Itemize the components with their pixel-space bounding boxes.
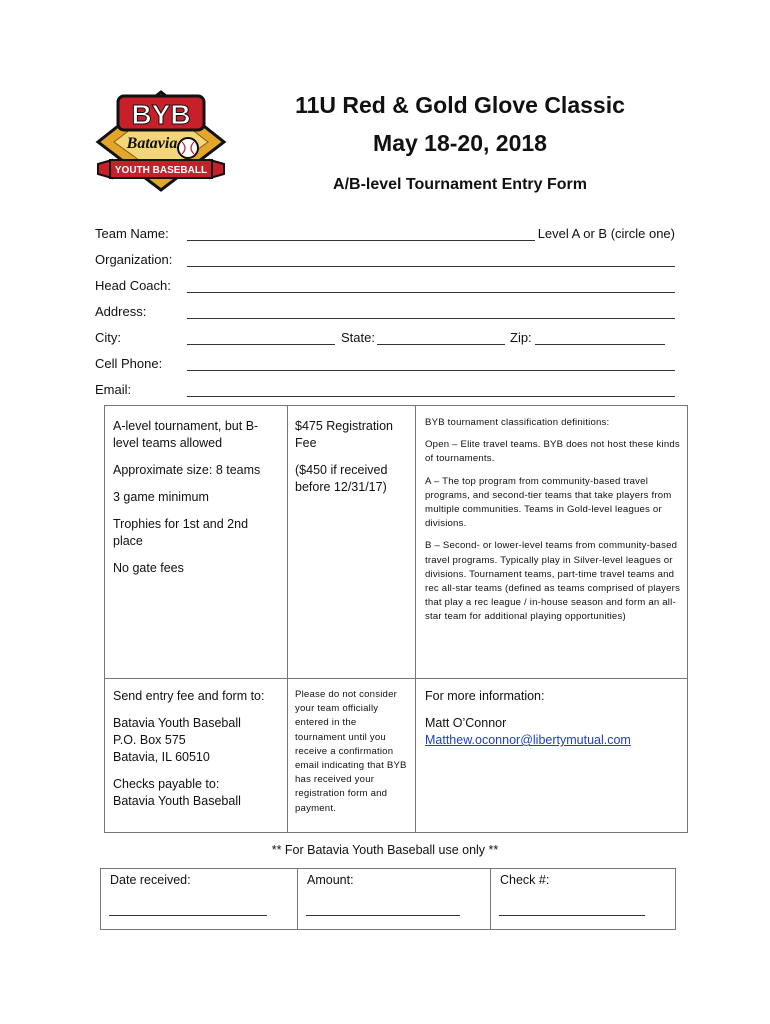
baseball-diamond-logo-icon — [92, 86, 230, 194]
form-subtitle: A/B-level Tournament Entry Form — [333, 176, 587, 193]
column-divider — [415, 406, 416, 832]
detail-gate: No gate fees — [113, 561, 184, 575]
column-divider — [287, 406, 288, 832]
notice-text: Please do not consider your team officially entered in the tournament until you receive a confirmation email indicating that BYB has received your registration form and payment. — [295, 689, 407, 814]
state-field[interactable] — [377, 330, 505, 345]
address-row — [95, 300, 675, 326]
organization-field[interactable] — [187, 252, 675, 267]
cell-phone-field[interactable] — [187, 356, 675, 371]
team-name-row — [95, 222, 675, 248]
contact-info — [425, 688, 681, 749]
registration-fee — [295, 418, 407, 506]
detail-size: Approximate size: 8 teams — [113, 463, 261, 477]
cell-phone-row — [95, 352, 675, 378]
zip-field[interactable] — [535, 330, 665, 345]
amount-cell — [298, 869, 491, 929]
byb-logo — [92, 86, 230, 194]
detail-trophies: Trophies for 1st and 2nd place — [113, 517, 249, 548]
address-field[interactable] — [187, 304, 675, 319]
definitions-heading: BYB tournament classification definitions: — [425, 417, 610, 428]
entry-fields — [95, 222, 675, 404]
date-received-field[interactable] — [109, 915, 267, 916]
zip-label: Zip: — [510, 330, 532, 345]
fee-early: ($450 if received before 12/31/17) — [295, 463, 388, 494]
send-heading: Send entry fee and form to: — [113, 689, 265, 703]
state-label: State: — [341, 330, 375, 345]
contact-email-link[interactable]: Matthew.oconnor@libertymutual.com — [425, 733, 631, 747]
tournament-info-table — [104, 405, 688, 833]
team-name-field[interactable] — [187, 226, 535, 241]
team-name-label: Team Name: — [95, 226, 169, 241]
address-line: Batavia Youth Baseball — [113, 716, 241, 730]
row-divider — [105, 678, 687, 679]
entry-notice — [295, 688, 407, 816]
email-row — [95, 378, 675, 404]
amount-field[interactable] — [306, 915, 460, 916]
head-coach-label: Head Coach: — [95, 278, 171, 293]
svg-text:BYB: BYB — [131, 99, 191, 130]
mailing-info — [113, 688, 283, 810]
definition-open: Open – Elite travel teams. BYB does not host these kinds of tournaments. — [425, 439, 680, 465]
checks-line: Checks payable to: — [113, 777, 220, 791]
head-coach-field[interactable] — [187, 278, 675, 293]
city-row — [95, 326, 675, 352]
definition-a: A – The top program from community-based travel programs, and second-tier teams that take players from multiple communities. Teams in Gold-level leagues or divisions. — [425, 475, 672, 530]
fee-amount: $475 Registration Fee — [295, 419, 393, 450]
city-label: City: — [95, 330, 121, 345]
detail-games: 3 game minimum — [113, 490, 209, 504]
official-use-table — [100, 868, 676, 930]
check-number-label: Check #: — [500, 873, 550, 887]
email-label: Email: — [95, 382, 132, 397]
svg-text:Batavia: Batavia — [126, 135, 178, 152]
mailing-address — [113, 715, 283, 766]
address-line: Batavia, IL 60510 — [113, 750, 210, 764]
check-number-field[interactable] — [499, 915, 645, 916]
contact-name: Matt O’Connor — [425, 716, 507, 730]
more-info-heading: For more information: — [425, 689, 545, 703]
tournament-details — [113, 418, 279, 587]
organization-row — [95, 248, 675, 274]
header — [240, 88, 680, 196]
amount-label: Amount: — [307, 873, 354, 887]
email-field[interactable] — [187, 382, 675, 397]
checks-payable — [113, 776, 283, 810]
head-coach-row — [95, 274, 675, 300]
page-title: 11U Red & Gold Glove Classic — [295, 92, 625, 118]
level-instruction: Level A or B (circle one) — [537, 226, 675, 241]
check-number-cell — [491, 869, 675, 929]
classification-definitions — [425, 416, 681, 633]
official-use-heading: ** For Batavia Youth Baseball use only ** — [271, 843, 499, 857]
city-field[interactable] — [187, 330, 335, 345]
organization-label: Organization: — [95, 252, 173, 267]
address-label: Address: — [95, 304, 147, 319]
date-received-label: Date received: — [110, 873, 191, 887]
checks-line: Batavia Youth Baseball — [113, 794, 241, 808]
address-line: P.O. Box 575 — [113, 733, 186, 747]
definition-b: B – Second- or lower-level teams from community-based travel programs. Typically play in Silver-level leagues or divisions. Tournament teams, part-time travel teams and rec all-star teams (defined as teams comprised of players that play a rec league / in-house season and form an all-star team for additional playing opportunities) — [425, 540, 681, 623]
date-received-cell — [101, 869, 298, 929]
detail-level: A-level tournament, but B-level teams allowed — [113, 419, 259, 450]
cell-phone-label: Cell Phone: — [95, 356, 163, 371]
svg-text:YOUTH BASEBALL: YOUTH BASEBALL — [114, 165, 208, 176]
event-dates: May 18-20, 2018 — [373, 130, 547, 156]
